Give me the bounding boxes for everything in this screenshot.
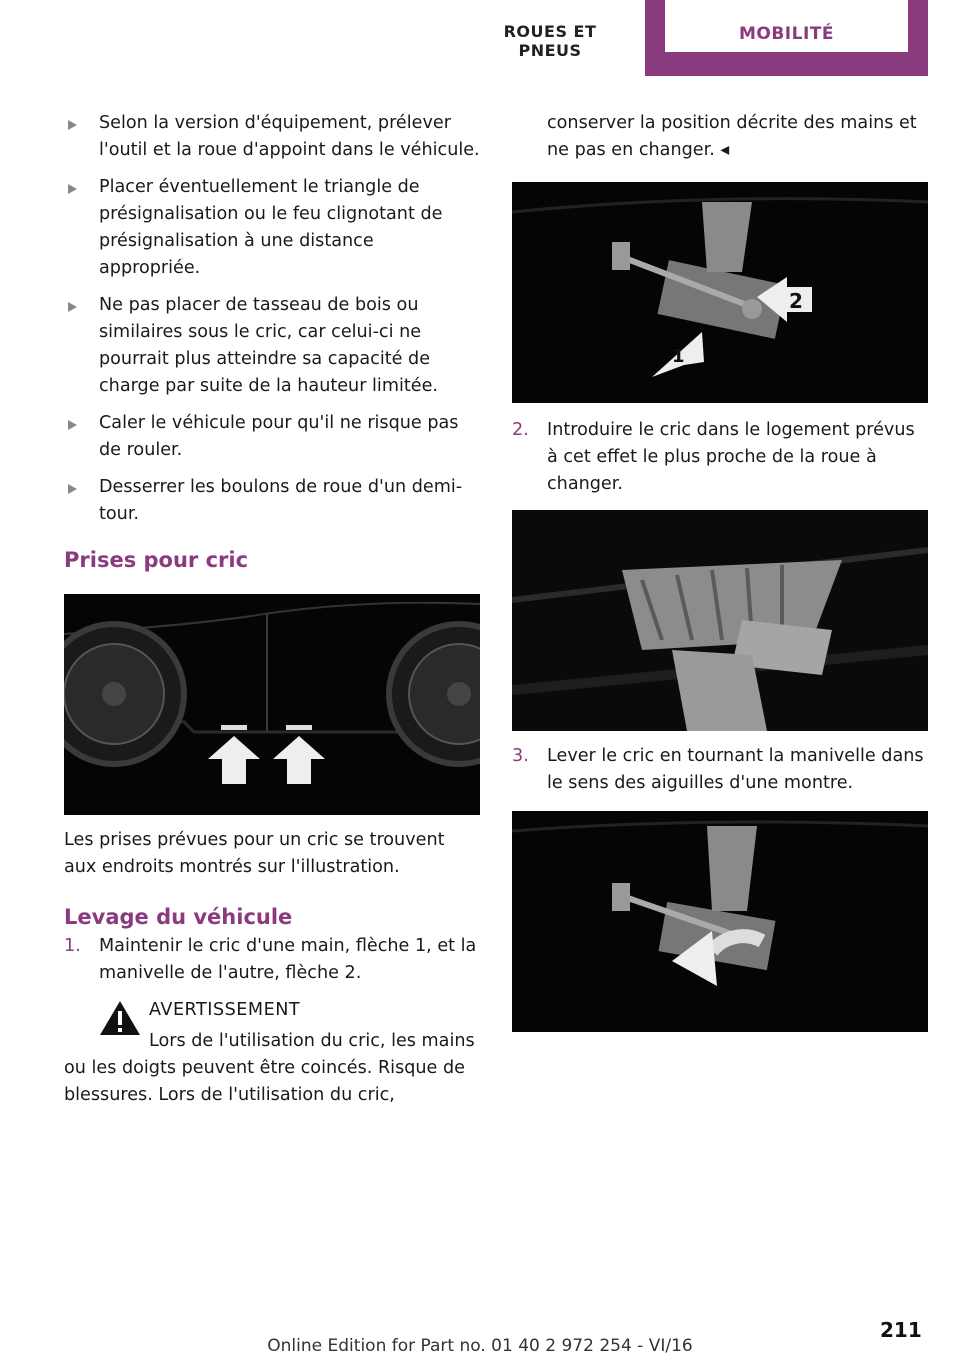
preparation-list xyxy=(64,110,480,528)
lifting-steps-right-2 xyxy=(512,743,928,797)
lifting-steps-right xyxy=(512,417,928,498)
heading-jack-points: Prises pour cric xyxy=(64,548,249,572)
jack-placement-illustration xyxy=(512,510,928,731)
step-2 xyxy=(512,417,928,498)
figure-arrow-1-label: 1 xyxy=(672,346,685,367)
step-number: 2. xyxy=(512,420,529,440)
footer-edition: Online Edition for Part no. 01 40 2 972 254 - VI/16 xyxy=(267,1336,693,1356)
step-text: Lever le cric en tournant la manivelle dans le sens des aiguilles d'une montre. xyxy=(547,746,924,793)
list-item: Caler le véhicule pour qu'il ne risque pas de rouler. xyxy=(64,410,480,464)
step-text: Maintenir le cric d'une main, flèche 1, et la manivelle de l'autre, flèche 2. xyxy=(99,936,477,983)
chapter-tab-label: MOBILITÉ xyxy=(738,24,835,44)
warning-title: AVERTISSEMENT xyxy=(149,1000,301,1020)
warning-text-continued: conserver la position décrite des mains et ne pas en changer. ◂ xyxy=(547,113,917,160)
jack-crank-illustration xyxy=(512,182,928,403)
heading-lifting: Levage du véhicule xyxy=(64,905,293,929)
lifting-steps-left xyxy=(64,933,480,987)
header-section-title: ROUES ET PNEUS xyxy=(503,22,597,60)
step-3 xyxy=(512,743,928,797)
step-1 xyxy=(64,933,480,987)
step-number: 3. xyxy=(512,746,529,766)
list-item: Placer éventuellement le triangle de présignalisation ou le feu clignotant de présignalisation à une distance appropriée. xyxy=(64,174,480,282)
right-column xyxy=(512,110,928,1032)
jack-points-caption: Les prises prévues pour un cric se trouvent aux endroits montrés sur l'illustration. xyxy=(64,830,445,877)
chapter-tab-inner xyxy=(665,0,908,52)
list-item: Desserrer les boulons de roue d'un demi-tour. xyxy=(64,474,480,528)
warning-text-start: Lors de l'utilisation du cric, les mains ou les doigts peuvent être coincés. Risque de blessures. Lors de l'utilisation du cric, xyxy=(64,1031,475,1105)
jack-points-illustration xyxy=(64,594,480,815)
left-column xyxy=(64,110,480,1109)
chapter-tab xyxy=(645,0,928,76)
step-text: Introduire le cric dans le logement prévus à cet effet le plus proche de la roue à changer. xyxy=(547,420,915,494)
list-item: Ne pas placer de tasseau de bois ou similaires sous le cric, car celui-ci ne pourrait plus atteindre sa capacité de charge par suite de la hauteur limitée. xyxy=(64,292,480,400)
page-number: 211 xyxy=(880,1318,922,1342)
figure-arrow-2-label: 2 xyxy=(789,289,803,313)
jack-lifting-illustration xyxy=(512,811,928,1032)
warning-block xyxy=(64,997,480,1109)
warning-icon xyxy=(98,999,142,1037)
step-number: 1. xyxy=(64,936,81,956)
list-item: Selon la version d'équipement, prélever l'outil et la roue d'appoint dans le véhicule. xyxy=(64,110,480,164)
